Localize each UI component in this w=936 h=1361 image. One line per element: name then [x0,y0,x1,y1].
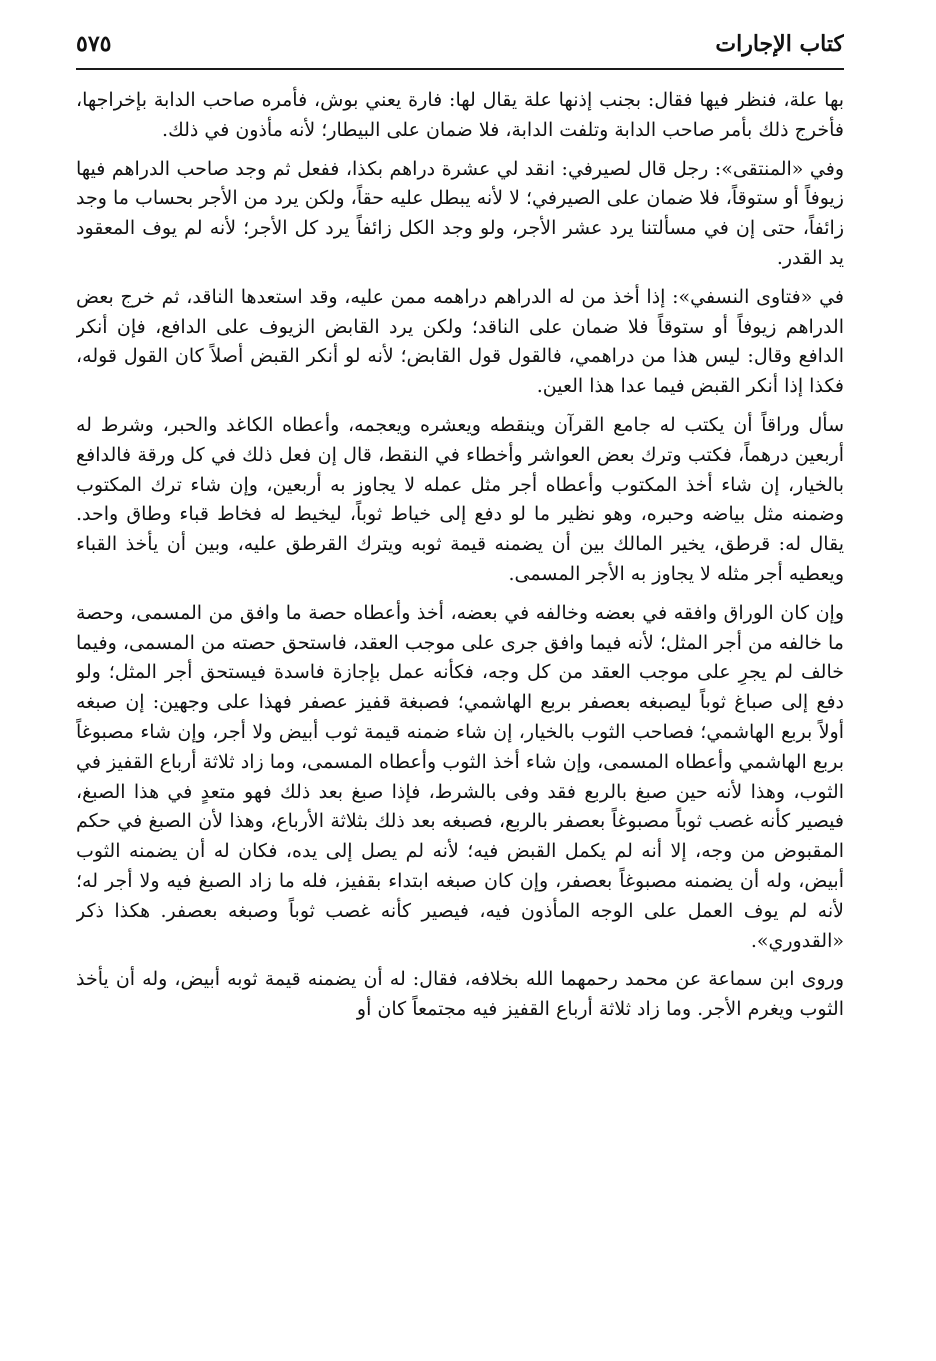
paragraph-2: وفي «المنتقى»: رجل قال لصيرفي: انقد لي عشرة دراهم بكذا، ففعل ثم وجد صاحب الدراهم فيها زيوفاً أو ستوقاً، فلا ضمان على الصيرفي؛ لا لأنه يبطل عليه حقاً، ولكن يرد من الأجر بحساب ما وجد زائفاً، حتى إن في مسألتنا يرد عشر الأجر، ولو وجد الكل زائفاً يرد كل الأجر؛ لأنه لم يوف المعقود يد القدر. [76,157,844,269]
running-title: كتاب الإجارات [715,31,844,57]
paragraph-1: بها علة، فنظر فيها فقال: بجنب إذنها علة يقال لها: فارة يعني بوش، فأمره صاحب الدابة بإخراجها، فأخرج ذلك بأمر صاحب الدابة وتلفت الدابة، فلا ضمان على البيطار؛ لأنه مأذون في ذلك. [76,89,844,141]
paragraph-3: في «فتاوى النسفي»: إذا أخذ من له الدراهم دراهمه ممن عليه، وقد استعدها الناقد، ثم خرج بعض الدراهم زيوفاً أو ستوقاً فلا ضمان على الناقد؛ ولكن يرد القابض الزيوف على الدافع، فإن أنكر الدافع وقال: ليس هذا من دراهمي، فالقول قول القابض؛ لأنه لو أنكر القبض أصلاً كان القول قوله، فكذا إذا أنكر القبض فيما عدا هذا العين. [76,285,844,398]
document-page [76,22,844,1342]
page-header [76,22,844,70]
paragraph-5: وإن كان الوراق وافقه في بعضه وخالفه في بعضه، أخذ وأعطاه حصة ما وافق من المسمى، وحصة ما خالفه من أجر المثل؛ لأنه فيما وافق جرى على موجب العقد، فاستحق حصته من المسمى، وفيما خالف لم يجرِ على موجب العقد من كل وجه، فكأنه عمل بإجازة فاسدة فيستحق أجر المثل؛ ولو دفع إلى صباغ ثوباً ليصبغه بعصفر بربع الهاشمي؛ فصبغة قفيز عصفر فهذا على وجهين: إن صبغه أولاً بربع الهاشمي؛ فصاحب الثوب بالخيار، إن شاء ضمنه قيمة ثوب أبيض ولا أجر، وإن شاء مصبوغاً بربع الهاشمي وأعطاه المسمى، وإن شاء أخذ الثوب وأعطاه المسمى، وما زاد ثلاثة أرباع القفيز في الثوب، وهذا لأنه حين صبغ بالربع فقد وفى بالشرط، فإذا صبغ بعد ذلك فهو متعدٍ في هذا الصبغ، فيصير كأنه غصب ثوباً مصبوغاً بعصفر بالربع، فصبغه بعد ذلك بثلاثة الأرباع، وهذا لأن الصبغ في حكم المقبوض من وجه، إلا أنه لم يكمل القبض فيه؛ لأنه لم يصل إلى يده، فكان له أن يضمنه الثوب أبيض، وله أن يضمنه مصبوغاً بعصفر، وإن كان صبغه ابتداء بقفيز، فله ما زاد الصبغ فيه ولا أجر له؛ لأنه لم يوف العمل على الوجه المأذون فيه، فيصير كأنه غصب ثوباً وصبغه بعصفر. هكذا ذكر «القدوري». [76,601,844,952]
paragraph-4: سأل وراقاً أن يكتب له جامع القرآن وينقطه ويعشره ويعجمه، وأعطاه الكاغد والحبر، وشرط له أربعين درهماً، فكتب وترك بعض العواشر وأخطاء في النقط، قال إن فعل ذلك في كل ورقة فالدافع بالخيار، إن شاء أخذ المكتوب وأعطاه أجر مثل عمله لا يجاوز به أربعين، وإن شاء ترك المكتوب وضمنه مثل بياضه وحبره، وهو نظير ما لو دفع إلى خياط ثوباً، ليخيط له فخاط قباء وطاق واحد. يقال له: قرطق، يخير المالك بين أن يضمنه قيمة ثوبه ويترك القرطق عليه، وبين أن يأخذ القباء ويعطيه أجر مثله لا يجاوز به الأجر المسمى. [76,413,844,585]
body-text [76,86,844,1025]
paragraph-6: وروى ابن سماعة عن محمد رحمهما الله بخلافه، فقال: له أن يضمنه قيمة ثوبه أبيض، وله أن يأخذ الثوب ويغرم الأجر. وما زاد ثلاثة أرباع القفيز فيه مجتمعاً كان أو [76,968,844,1021]
page-number: ٥٧٥ [76,31,112,57]
